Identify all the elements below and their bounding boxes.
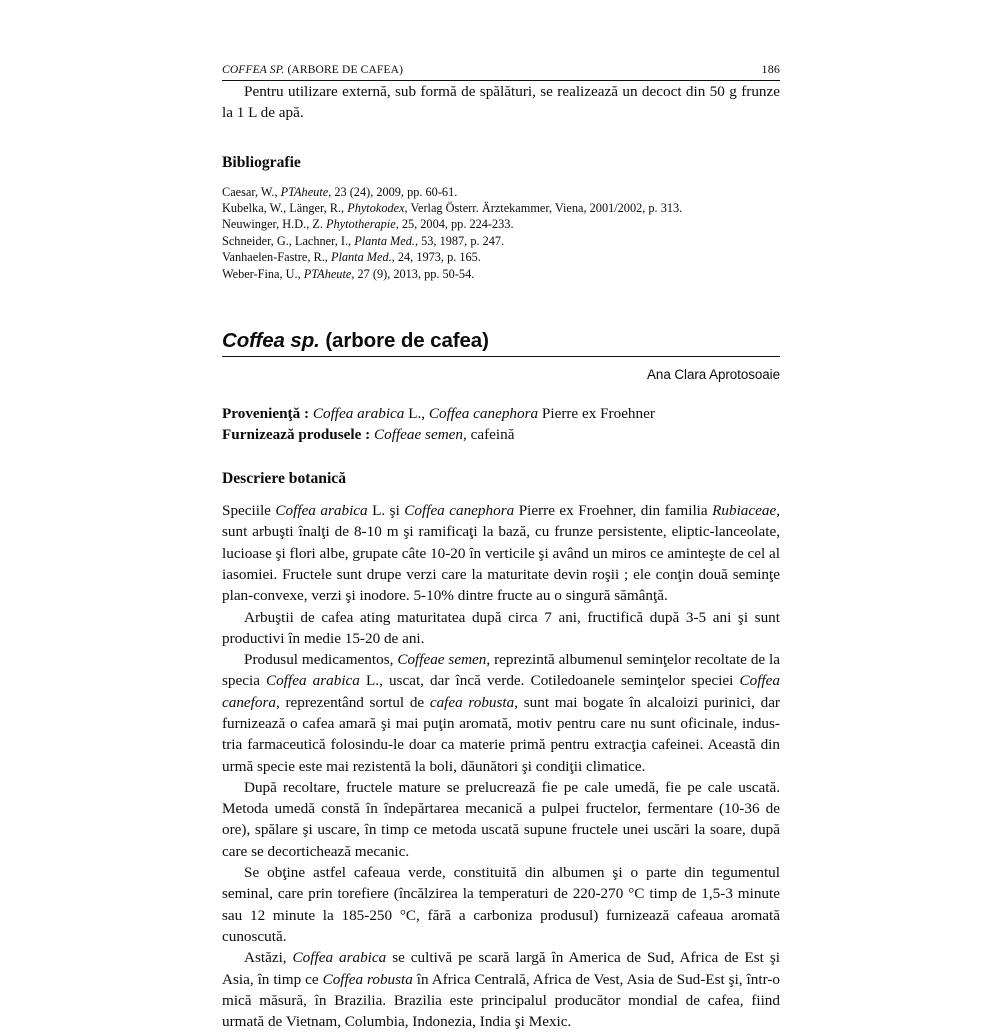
running-header (222, 62, 780, 81)
products-line (222, 425, 780, 446)
bibliography-list (222, 184, 780, 282)
running-header-species: COFFEA SP. (222, 64, 285, 76)
p3-text-c: L., uscat, dar încă verde. Cotiledoanele seminţelor speciei (359, 672, 740, 690)
paragraph-species-overview (222, 500, 780, 606)
continuation-paragraph-text: Pentru utilizare externă, sub formă de spălături, se realizează un decoct din 50 g frunze la 1 L de apă. (222, 83, 780, 122)
p6-species-2: Coffea robusta (322, 970, 413, 988)
paragraph-maturity (222, 607, 780, 650)
chapter-title-species: Coffea sp. (222, 329, 320, 353)
chapter-header (222, 329, 780, 382)
p1-text-d: sunt arbuşti înalţi de 8-10 m şi ramificaţi la bază, cu frunze persistente, eliptic-lanceolate, lucioase şi flori albe, grupate câte 10-20 în verticile şi având un miros ce aminteşte de cel al iasomiei. Fructele sunt drupe verzi care la maturitate devin roşii ; ele conţin două seminţe plan-convexe, verzi şi inodore. 5-10% dintre fructe au o singură sămânţă. (222, 523, 780, 605)
p6-text-b: se cultivă pe scară largă în America de Sud, Africa de Est şi Asia, în timp ce (222, 949, 780, 988)
entry-source: Phytokodex (347, 201, 405, 215)
p3-text-e: , sunt mai bogate în alcaloizi purinici, dar furnizează o cafea amară şi mai puţin aromată, motiv pentru care nu sunt oficinale, indus-tria farmaceutică folosindu-le doar ca materie primă pentru extracţia cafeinei. Această din urmă specie este mai rezistentă la boli, dăunători şi condiţii climatice. (222, 693, 780, 775)
p1-species-1: Coffea arabica (275, 502, 368, 520)
bibliography-entry (222, 184, 780, 200)
entry-suffix: , Verlag Österr. Ärztekammer, Viena, 2001/2002, p. 313. (404, 201, 683, 215)
botanical-description-body (222, 500, 780, 1032)
bibliography-entry (222, 200, 780, 216)
products-tail: , cafeină (463, 425, 515, 443)
entry-prefix: Vanhaelen-Fastre, R., (222, 250, 331, 265)
page-content-column (222, 62, 780, 1032)
p3-variety: cafea robusta (429, 693, 515, 711)
entry-source: Phytotherapie (326, 217, 396, 232)
chapter-title-common: (arbore de cafea) (319, 329, 489, 353)
p6-text-c: în Africa Centrală, Africa de Vest, Asia de Sud-Est şi, într-o mică măsură, în Brazilia. Brazilia este principalul producător mondial de cafea, fiind urmată de Vietnam, Columbia, Indonezia, India şi Mexic. (222, 970, 780, 1031)
bibliography-entry (222, 216, 780, 232)
entry-prefix: Weber-Fina, U., (222, 266, 304, 281)
p6-text-a: Astăzi, (244, 949, 293, 967)
p3-text-d: , reprezentând sortul de (276, 693, 430, 711)
bibliography-section (222, 153, 780, 282)
provenance-label: Provenienţă : (222, 405, 310, 423)
continuation-paragraph (222, 81, 780, 124)
provenance-line (222, 404, 780, 425)
p1-text-c: Pierre ex Froehner, din familia (514, 502, 713, 520)
entry-prefix: Schneider, G., Lachner, I., (222, 233, 355, 248)
p4-text: După recoltare, fructele mature se prelucrează fie pe cale umedă, fie pe cale uscată. Metoda umedă constă în îndepărtarea mecanică a pulpei fructelor, fermentare (10-36 de ore), spălare şi uscare, în timp ce metoda uscată supune fructele unei uscări la soare, după care se decortichează mecanic. (222, 778, 780, 860)
chapter-metadata (222, 404, 780, 445)
page-number: 186 (761, 62, 780, 76)
entry-prefix: Kubelka, W., Länger, R., (222, 201, 348, 215)
p3-species-1: Coffea arabica (266, 672, 360, 690)
p3-text-b: , reprezintă albumenul seminţelor recoltate de la specia (222, 651, 780, 690)
p1-family: Rubiaceae, (712, 502, 781, 520)
entry-prefix: Neuwinger, H.D., Z. (222, 217, 327, 232)
products-latin-name: Coffeae semen (374, 425, 464, 443)
bibliography-heading: Bibliografie (222, 153, 301, 171)
bibliography-entry (222, 249, 780, 265)
provenance-species-2: Coffea canephora (428, 405, 539, 423)
p6-species-1: Coffea arabica (292, 949, 387, 967)
p2-text: Arbuştii de cafea ating maturitatea după circa 7 ani, fructifică după 3-5 ani şi sunt productivi în medie 15-20 de ani. (222, 608, 780, 647)
running-header-common-name: (ARBORE DE CAFEA) (287, 64, 404, 76)
p3-text-a: Produsul medicamentos, (244, 651, 398, 669)
bibliography-entry (222, 233, 780, 249)
provenance-species-1: Coffea arabica (312, 405, 405, 423)
botanical-description-heading: Descriere botanică (222, 470, 346, 488)
chapter-author: Ana Clara Aprotosoaie (647, 367, 780, 383)
p3-product-name: Coffeae semen (397, 651, 487, 669)
paragraph-processing (222, 777, 780, 862)
provenance-mid: L., (404, 405, 429, 423)
entry-source: PTAheute (303, 266, 352, 281)
provenance-authority: Pierre ex Froehner (538, 405, 655, 423)
entry-prefix: Caesar, W., (222, 184, 281, 199)
entry-source: Planta Med. (354, 233, 415, 248)
p1-species-2: Coffea canephora (404, 502, 515, 520)
chapter-title (222, 329, 780, 357)
entry-source: PTAheute (280, 184, 329, 199)
p1-text-b: L. şi (367, 502, 405, 520)
entry-source: Planta Med. (330, 250, 392, 265)
botanical-description-section (222, 469, 780, 1032)
entry-suffix: , 53, 1987, p. 247. (414, 233, 505, 248)
entry-suffix: , 23 (24), 2009, pp. 60-61. (328, 184, 458, 199)
p1-text-a: Speciile (222, 502, 276, 520)
bibliography-entry (222, 266, 780, 282)
entry-suffix: , 25, 2004, pp. 224-233. (395, 217, 514, 232)
p3-species-2: Coffea canefora (222, 672, 780, 711)
p5-text: Se obţine astfel cafeaua verde, constituită din albumen şi o parte din tegumentul seminal, care prin torefiere (încălzirea la temperaturi de 220-270 °C timp de 1,5-3 minute sau 12 minute la 185-250 °C, fără a carboniza produsul) furnizează cafeaua aromată cunoscută. (222, 864, 780, 945)
running-header-title (222, 64, 403, 76)
entry-suffix: , 24, 1973, p. 165. (391, 250, 481, 265)
entry-suffix: , 27 (9), 2013, pp. 50-54. (351, 266, 475, 281)
paragraph-roasting (222, 862, 780, 947)
paragraph-medicinal-product (222, 649, 780, 777)
products-label: Furnizează produsele : (222, 425, 371, 443)
paragraph-cultivation (222, 947, 780, 1032)
